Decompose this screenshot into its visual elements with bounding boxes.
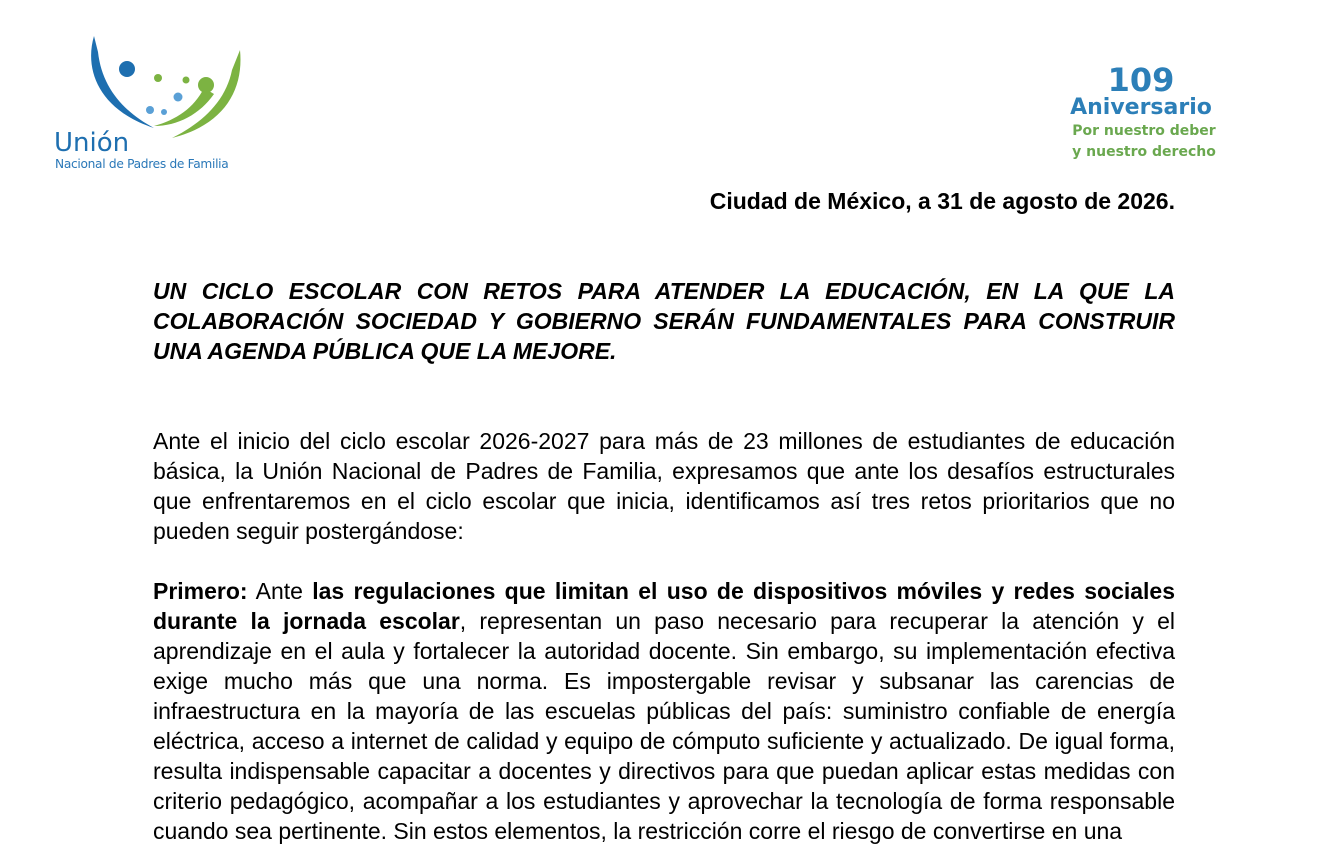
logo-brand-name: Unión — [54, 128, 130, 158]
first-point-paragraph — [153, 576, 1175, 846]
anniversary-logo — [1058, 62, 1224, 174]
union-logo — [54, 30, 244, 172]
date-line: Ciudad de México, a 31 de agosto de 2026. — [709, 188, 1175, 214]
intro-paragraph: Ante el inicio del ciclo escolar 2026-2027 para más de 23 millones de estudiantes de educación básica, la Unión Nacional de Padres de Familia, expresamos que ante los desafíos estructurales que enfrentaremos en el ciclo escolar que inicia, identificamos así tres retos prioritarios que no pueden seguir postergándose: — [153, 428, 1175, 544]
headline: UN CICLO ESCOLAR CON RETOS PARA ATENDER LA EDUCACIÓN, EN LA QUE LA COLABORACIÓN SOCIEDAD Y GOBIERNO SERÁN FUNDAMENTALES PARA CONSTRUIR UNA AGENDA PÚBLICA QUE LA MEJORE. — [153, 278, 1175, 364]
anniversary-motto-line1: Por nuestro deber — [1072, 123, 1216, 139]
logo-brand-subtitle: Nacional de Padres de Familia — [55, 157, 229, 171]
first-point-label: Primero: — [153, 578, 248, 604]
anniversary-word: Aniversario — [1070, 95, 1212, 120]
first-point-body: , representan un paso necesario para recuperar la atención y el aprendizaje en el aula y fortalecer la autoridad docente. Sin embargo, su implementación efectiva exige mucho más que una norma. Es impostergable revisar y subsanar las carencias de infraestructura en la mayoría de las escuelas públicas del país: suministro confiable de energía eléctrica, acceso a internet de calidad y equipo de cómputo suficiente y actualizado. De igual forma, resulta indispensable capacitar a docentes y directivos para que puedan aplicar estas medidas con criterio pedagógico, acompañar a los estudiantes y aprovechar la tecnología de forma responsable cuando sea pertinente. Sin estos elementos, la restricción corre el riesgo de convertirse en una — [153, 608, 1175, 844]
anniversary-motto-line2: y nuestro derecho — [1072, 144, 1216, 160]
first-point-lead: Ante — [247, 578, 313, 604]
first-point-highlight: las regulaciones que limitan el uso de dispositivos móviles y redes sociales durante la jornada escolar — [153, 578, 1176, 634]
family-figures-icon — [54, 30, 244, 142]
anniversary-number: 109 — [1107, 61, 1175, 99]
